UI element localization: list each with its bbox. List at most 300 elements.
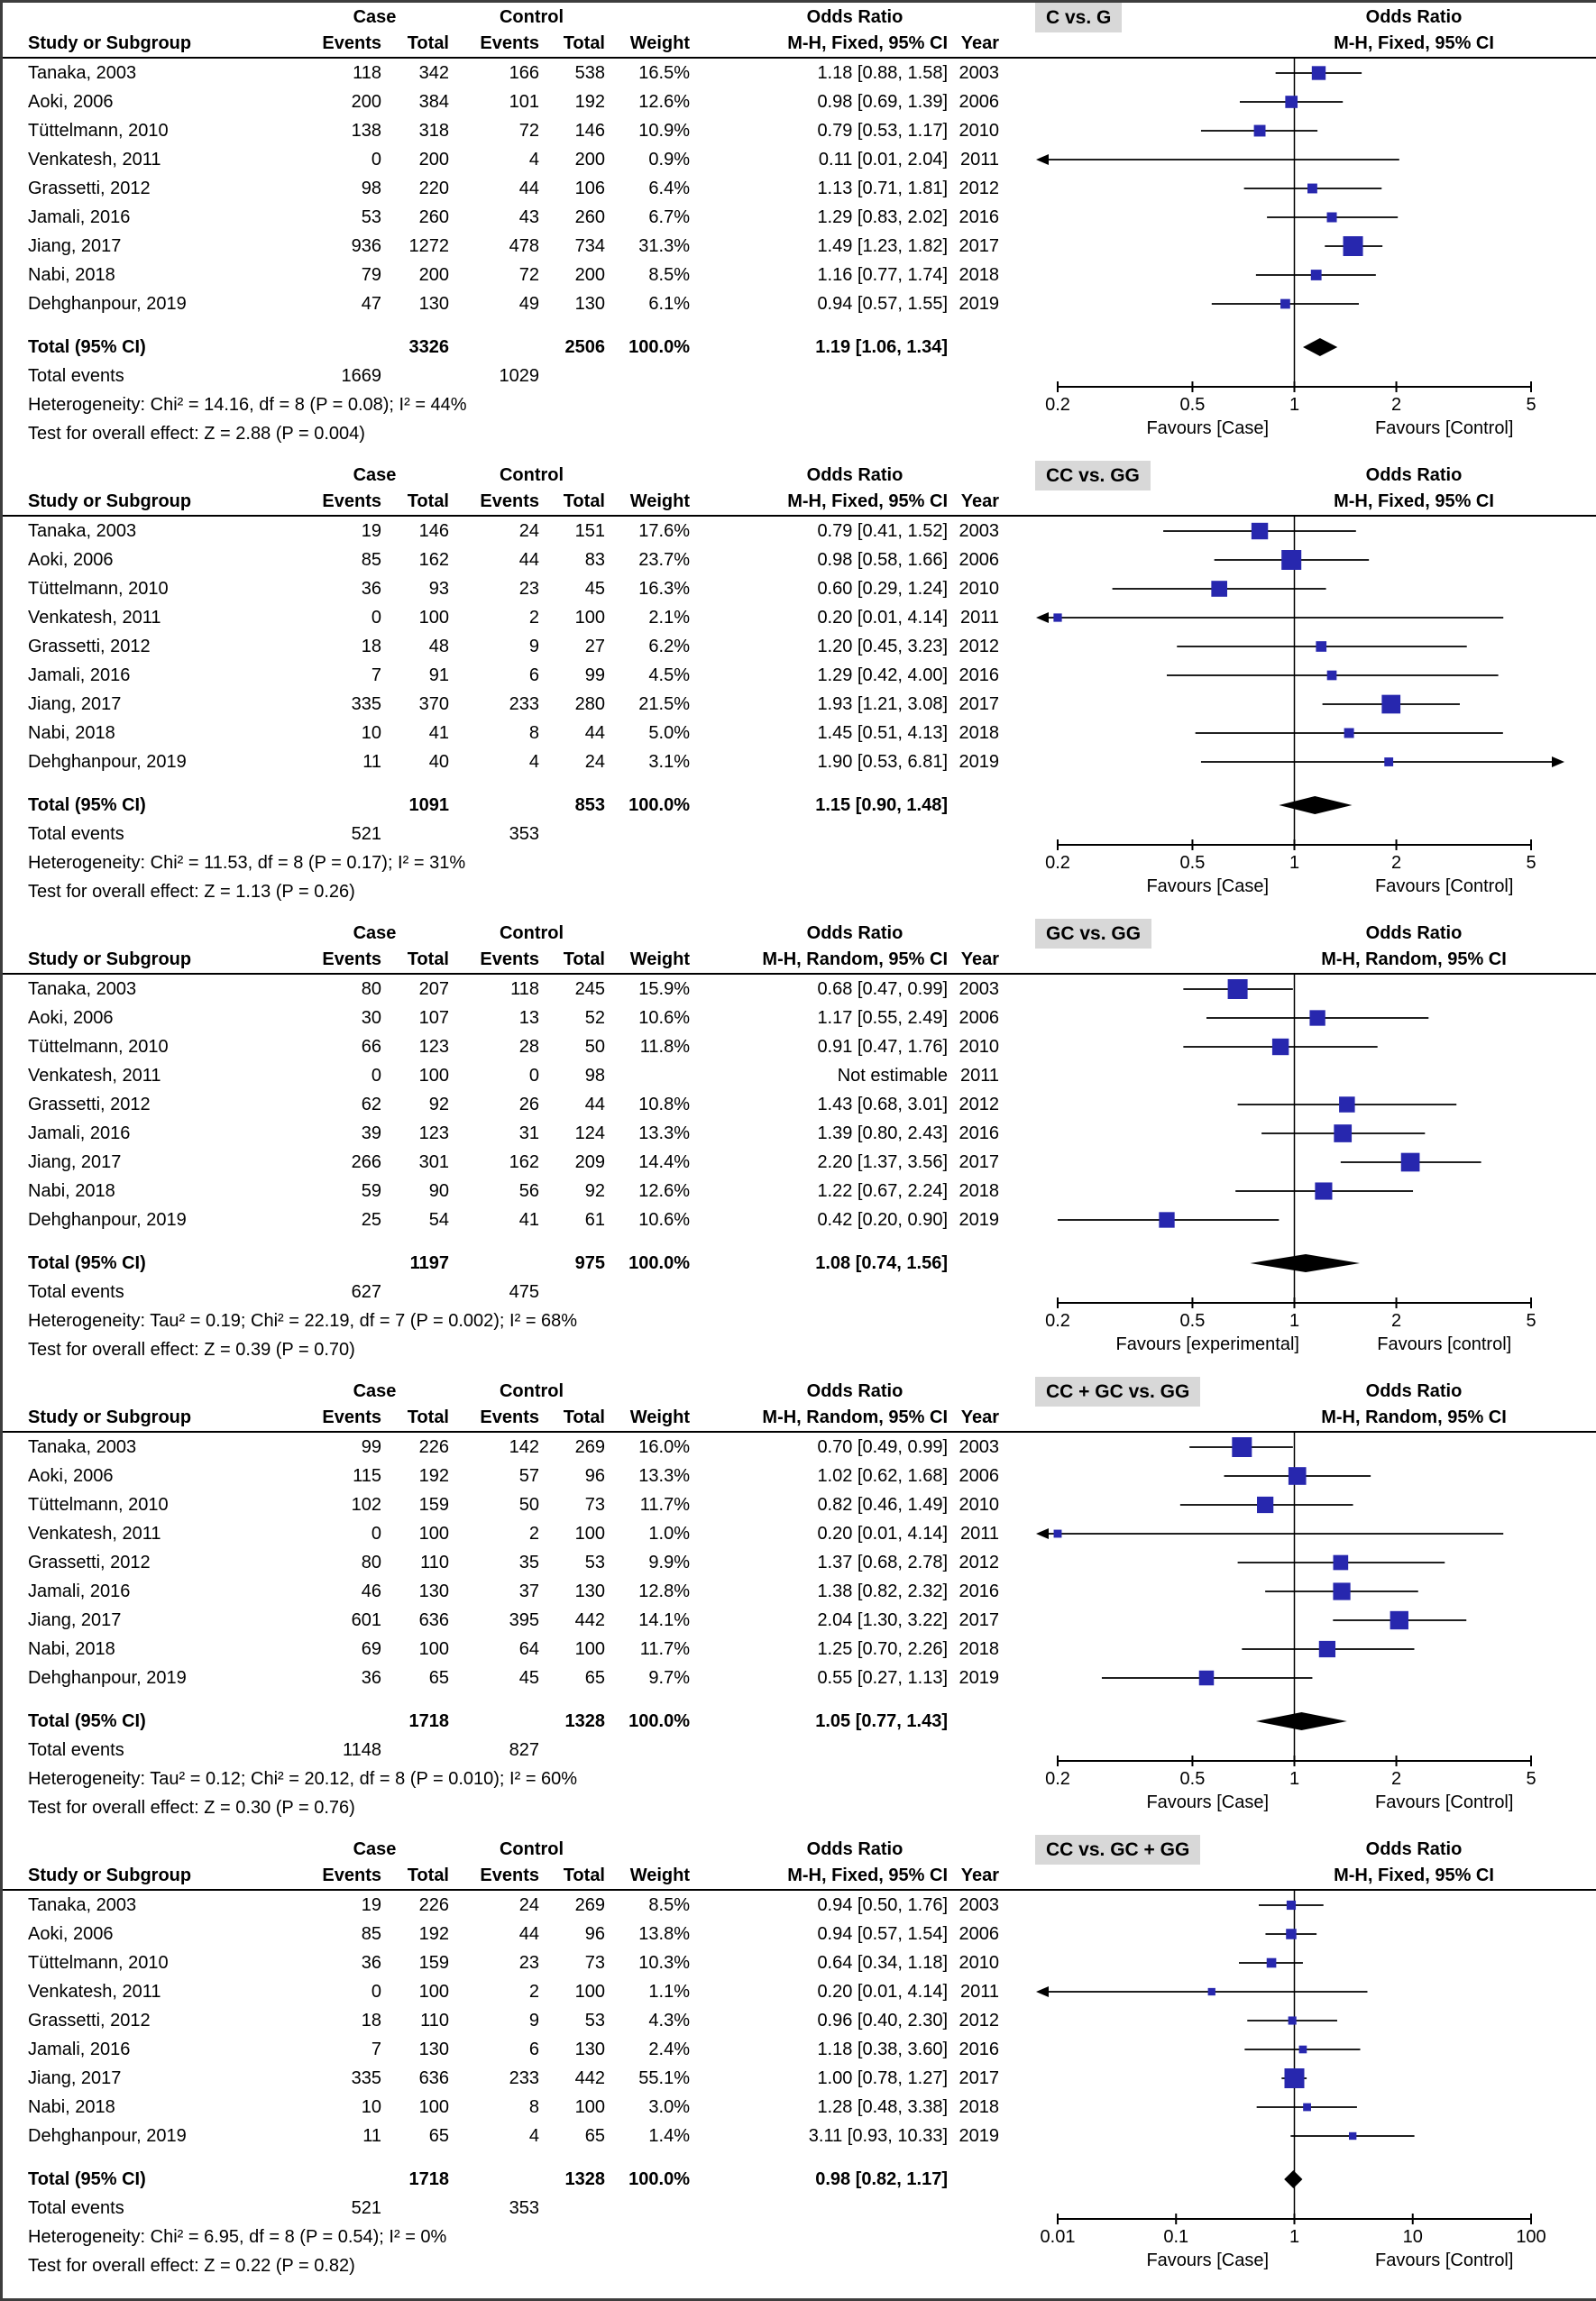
study-name: Dehghanpour, 2019 [28,1668,187,1688]
year-value: 2017 [959,694,999,714]
total-row [3,791,1031,820]
odds-ratio-ci-value: 0.20 [0.01, 4.14] [817,1982,948,2002]
weight-value: 55.1% [638,2068,690,2088]
year-value: 2017 [959,236,999,256]
favours-right-label: Favours [Control] [1375,418,1514,438]
weight-value: 16.3% [638,579,690,599]
weight-value: 12.8% [638,1581,690,1601]
weight-value: 8.5% [648,265,690,285]
study-row [3,574,1031,603]
overall-effect-text: Test for overall effect: Z = 2.88 (P = 0.004) [28,424,365,444]
odds-ratio-ci-value: 0.79 [0.41, 1.52] [817,521,948,541]
study-name: Tüttelmann, 2010 [28,579,169,599]
case-events-value: 80 [361,979,381,999]
favours-right-label: Favours [control] [1377,1334,1512,1354]
case-total-value: 192 [418,1924,449,1944]
year-value: 2006 [959,1466,999,1486]
case-events-value: 11 [362,2126,381,2146]
weight-value: 2.1% [648,608,690,628]
effect-square [1311,270,1322,280]
case-total-header: Total [407,491,449,511]
case-events-value: 39 [361,1123,381,1143]
total-events-case: 521 [351,2198,381,2218]
control-total-value: 130 [574,2040,605,2059]
total-events-row [3,1278,1031,1306]
control-total-value: 24 [584,752,605,772]
year-value: 2012 [959,1095,999,1114]
case-events-value: 80 [361,1553,381,1572]
odds-ratio-ci-value: 0.64 [0.34, 1.18] [817,1953,948,1973]
study-name: Tanaka, 2003 [28,979,137,999]
odds-ratio-ci-value: 0.11 [0.01, 2.04] [818,150,948,170]
weight-value: 1.4% [648,2126,690,2146]
odds-ratio-ci-value: 0.42 [0.20, 0.90] [817,1210,948,1230]
axis-tick-label: 10 [1402,2227,1423,2247]
case-total-value: 200 [418,265,449,285]
year-header: Year [960,949,999,969]
total-odds-ratio-ci: 1.19 [1.06, 1.34] [815,337,948,357]
heterogeneity-text: Heterogeneity: Chi² = 14.16, df = 8 (P = 0.08); I² = 44% [28,395,467,415]
control-total-value: 280 [574,694,605,714]
study-name: Tüttelmann, 2010 [28,121,169,141]
control-group-header: Control [499,1839,564,1859]
year-value: 2019 [959,2126,999,2146]
study-row [3,174,1031,203]
study-name: Aoki, 2006 [28,1466,114,1486]
control-events-value: 64 [518,1639,539,1659]
control-total-value: 65 [584,1668,605,1688]
odds-ratio-ci-value: 1.49 [1.23, 1.82] [817,236,948,256]
study-row [3,690,1031,719]
study-row [3,145,1031,174]
year-value: 2016 [959,207,999,227]
study-row [3,747,1031,776]
year-value: 2011 [959,1982,999,2002]
favours-right-label: Favours [Control] [1375,2251,1514,2270]
case-events-value: 7 [371,2040,381,2059]
odds-ratio-ci-value: 0.94 [0.50, 1.76] [817,1895,948,1915]
control-events-value: 44 [518,550,539,570]
case-events-value: 0 [371,608,381,628]
odds-ratio-ci-value: 0.94 [0.57, 1.55] [817,294,948,314]
total-weight: 100.0% [628,1253,690,1273]
study-name: Jiang, 2017 [28,694,122,714]
study-row [3,1664,1031,1692]
total-events-control: 353 [509,2198,539,2218]
weight-value: 4.3% [648,2011,690,2031]
year-value: 2010 [959,1037,999,1057]
effect-square [1281,550,1301,570]
case-events-value: 0 [371,1524,381,1544]
control-total-value: 245 [574,979,605,999]
forest-panel-4 [3,1377,1596,1835]
weight-value: 6.4% [648,179,690,198]
effect-square [1280,299,1290,309]
weight-value: 15.9% [638,979,690,999]
control-events-value: 26 [518,1095,539,1114]
control-group-header: Control [499,465,564,485]
study-name: Nabi, 2018 [28,723,115,743]
total-events-control: 353 [509,824,539,844]
weight-value: 11.8% [639,1037,690,1057]
odds-ratio-ci-value: 1.13 [0.71, 1.81] [817,179,948,198]
control-total-header: Total [563,491,605,511]
case-total-value: 100 [418,2097,449,2117]
case-total-value: 159 [418,1953,449,1973]
case-total-value: 100 [418,1066,449,1086]
control-events-header: Events [480,1407,539,1427]
year-value: 2018 [959,1181,999,1201]
study-name: Dehghanpour, 2019 [28,294,187,314]
study-column-header: Study or Subgroup [28,1866,192,1885]
control-events-value: 24 [518,1895,539,1915]
case-events-value: 36 [361,1953,381,1973]
odds-ratio-ci-value: 0.20 [0.01, 4.14] [817,1524,948,1544]
control-events-value: 6 [528,2040,539,2059]
year-value: 2011 [959,608,999,628]
comparison-label-box: C vs. G [1035,3,1122,32]
total-events-control: 827 [509,1740,539,1760]
case-total-value: 100 [418,1639,449,1659]
study-row [3,1462,1031,1490]
study-row [3,232,1031,261]
case-total-header: Total [407,949,449,969]
effect-square [1285,96,1298,108]
study-row [3,975,1031,1004]
weight-value: 0.9% [648,150,690,170]
study-name: Grassetti, 2012 [28,1095,151,1114]
axis-tick-label: 0.5 [1179,853,1206,873]
ci-arrow-left [1036,1528,1049,1539]
effect-square [1254,125,1266,137]
total-row [3,333,1031,362]
control-total-value: 442 [574,2068,605,2088]
control-total-value: 98 [584,1066,605,1086]
study-row [3,261,1031,289]
study-row [3,2035,1031,2064]
year-header: Year [960,491,999,511]
control-group-header: Control [499,923,564,943]
control-total-value: 100 [574,608,605,628]
case-total-value: 226 [418,1895,449,1915]
effect-square [1315,1182,1332,1199]
study-name: Nabi, 2018 [28,265,115,285]
control-total-value: 96 [584,1466,605,1486]
total-events-case: 1148 [342,1740,381,1760]
total-events-case: 521 [351,824,381,844]
weight-value: 11.7% [639,1495,690,1515]
study-name: Jiang, 2017 [28,1152,122,1172]
control-total-value: 99 [584,665,605,685]
effect-square [1267,1958,1277,1968]
effect-column-header: M-H, Random, 95% CI [762,1407,948,1427]
case-events-header: Events [322,33,381,53]
favours-right-label: Favours [Control] [1375,876,1514,896]
total-case-total: 1091 [408,795,449,815]
case-events-value: 200 [351,92,381,112]
case-total-value: 318 [418,121,449,141]
effect-plot-header: M-H, Fixed, 95% CI [1334,491,1494,511]
total-label: Total (95% CI) [28,1253,146,1273]
year-value: 2003 [959,979,999,999]
year-value: 2017 [959,2068,999,2088]
control-events-value: 44 [518,1924,539,1944]
control-events-value: 2 [528,608,539,628]
weight-value: 14.1% [638,1610,690,1630]
favours-left-label: Favours [Case] [1146,2251,1270,2270]
favours-left-label: Favours [Case] [1146,1792,1270,1812]
odds-ratio-ci-value: 0.96 [0.40, 2.30] [817,2011,948,2031]
odds-ratio-ci-value: 0.60 [0.29, 1.24] [817,579,948,599]
forest-panel-5 [3,1835,1596,2293]
control-total-value: 151 [574,521,605,541]
case-events-value: 10 [361,2097,381,2117]
axis-tick-label: 0.2 [1045,853,1070,873]
control-events-value: 6 [528,665,539,685]
study-row [3,1061,1031,1090]
case-total-value: 65 [428,2126,449,2146]
study-row [3,1206,1031,1234]
study-name: Aoki, 2006 [28,1008,114,1028]
study-row [3,1004,1031,1032]
control-total-value: 130 [574,294,605,314]
case-total-value: 65 [428,1668,449,1688]
control-total-value: 124 [574,1123,605,1143]
case-group-header: Case [353,7,397,27]
study-name: Venkatesh, 2011 [28,608,161,628]
heterogeneity-row [3,390,1031,419]
year-value: 2018 [959,265,999,285]
forest-panel-2 [3,461,1596,919]
ci-arrow-left [1036,1986,1049,1997]
control-total-header: Total [563,1407,605,1427]
study-name: Tüttelmann, 2010 [28,1953,169,1973]
case-total-value: 100 [418,1982,449,2002]
control-events-value: 2 [528,1982,539,2002]
overall-effect-text: Test for overall effect: Z = 0.30 (P = 0.76) [28,1798,355,1818]
study-column-header: Study or Subgroup [28,33,192,53]
control-total-value: 92 [584,1181,605,1201]
comparison-label-box: CC + GC vs. GG [1035,1377,1200,1407]
weight-value: 5.0% [648,723,690,743]
odds-ratio-ci-value: 1.22 [0.67, 2.24] [817,1181,948,1201]
odds-ratio-ci-value: 0.94 [0.57, 1.54] [817,1924,948,1944]
year-value: 2010 [959,121,999,141]
weight-value: 16.5% [638,63,690,83]
case-events-value: 59 [361,1181,381,1201]
study-row [3,1177,1031,1206]
odds-ratio-ci-value: 1.39 [0.80, 2.43] [817,1123,948,1143]
case-events-value: 99 [361,1437,381,1457]
control-total-header: Total [563,949,605,969]
control-total-value: 130 [574,1581,605,1601]
overall-effect-row [3,419,1031,448]
total-label: Total (95% CI) [28,795,146,815]
heterogeneity-text: Heterogeneity: Chi² = 11.53, df = 8 (P = 0.17); I² = 31% [28,853,466,873]
control-events-value: 23 [518,579,539,599]
case-events-value: 601 [351,1610,381,1630]
case-total-value: 636 [418,1610,449,1630]
case-events-header: Events [322,491,381,511]
case-total-value: 123 [418,1123,449,1143]
control-total-value: 100 [574,2097,605,2117]
weight-value: 10.3% [638,1953,690,1973]
total-events-control: 1029 [499,366,539,386]
year-value: 2012 [959,1553,999,1572]
total-diamond [1250,1254,1360,1272]
ci-arrow-left [1036,154,1049,165]
effect-square [1309,1010,1325,1025]
control-total-value: 100 [574,1639,605,1659]
case-events-header: Events [322,1407,381,1427]
study-name: Venkatesh, 2011 [28,1524,161,1544]
control-total-value: 200 [574,150,605,170]
overall-effect-text: Test for overall effect: Z = 0.39 (P = 0.70) [28,1340,355,1360]
total-control-total: 2506 [564,337,605,357]
effect-square [1334,1555,1349,1571]
axis-tick-label: 0.5 [1179,1769,1206,1789]
control-total-value: 192 [574,92,605,112]
case-total-value: 130 [418,2040,449,2059]
effect-square [1349,2132,1356,2140]
total-weight: 100.0% [628,795,690,815]
odds-ratio-plot-header: Odds Ratio [1365,465,1463,485]
control-events-value: 166 [509,63,539,83]
control-total-value: 83 [584,550,605,570]
odds-ratio-ci-value: 2.20 [1.37, 3.56] [817,1152,948,1172]
odds-ratio-ci-value: 1.00 [0.78, 1.27] [817,2068,948,2088]
effect-plot-header: M-H, Fixed, 95% CI [1334,1866,1494,1885]
study-name: Dehghanpour, 2019 [28,2126,187,2146]
effect-square [1384,757,1393,766]
effect-square [1289,1467,1307,1485]
total-events-label: Total events [28,1282,124,1302]
study-row [3,1032,1031,1061]
study-name: Jiang, 2017 [28,1610,122,1630]
comparison-label-box: CC vs. GG [1035,461,1151,490]
case-events-value: 19 [361,521,381,541]
case-total-header: Total [407,1866,449,1885]
total-control-total: 853 [574,795,605,815]
case-total-value: 91 [428,665,449,685]
control-total-value: 52 [584,1008,605,1028]
case-events-value: 102 [351,1495,381,1515]
forest-plot-graph [1031,3,1593,461]
weight-value: 16.0% [638,1437,690,1457]
control-total-value: 538 [574,63,605,83]
year-value: 2012 [959,637,999,656]
odds-ratio-column-header: Odds Ratio [806,923,903,943]
effect-square [1333,1582,1350,1600]
control-events-value: 41 [518,1210,539,1230]
study-name: Grassetti, 2012 [28,1553,151,1572]
study-name: Jiang, 2017 [28,2068,122,2088]
weight-value: 6.2% [648,637,690,656]
case-total-value: 159 [418,1495,449,1515]
case-total-value: 100 [418,608,449,628]
study-name: Grassetti, 2012 [28,637,151,656]
case-total-value: 1272 [408,236,449,256]
study-name: Aoki, 2006 [28,92,114,112]
control-total-value: 44 [584,1095,605,1114]
study-row [3,545,1031,574]
study-row [3,1606,1031,1635]
year-value: 2018 [959,2097,999,2117]
case-events-value: 36 [361,579,381,599]
control-events-header: Events [480,491,539,511]
effect-square [1339,1096,1355,1113]
overall-effect-text: Test for overall effect: Z = 0.22 (P = 0.82) [28,2256,355,2276]
case-events-value: 85 [361,550,381,570]
weight-value: 6.1% [648,294,690,314]
case-total-value: 48 [428,637,449,656]
study-name: Jamali, 2016 [28,665,131,685]
overall-effect-text: Test for overall effect: Z = 1.13 (P = 0.26) [28,882,355,902]
year-value: 2003 [959,521,999,541]
weight-value: 8.5% [648,1895,690,1915]
weight-header: Weight [629,33,690,53]
axis-tick-label: 5 [1526,395,1536,415]
axis-tick-label: 2 [1390,853,1402,873]
control-events-value: 162 [509,1152,539,1172]
odds-ratio-ci-value: Not estimable [837,1066,948,1086]
year-value: 2016 [959,2040,999,2059]
study-name: Tüttelmann, 2010 [28,1495,169,1515]
forest-panel-3 [3,919,1596,1377]
study-row [3,2006,1031,2035]
study-row [3,2122,1031,2150]
case-events-value: 19 [361,1895,381,1915]
weight-value: 3.0% [648,2097,690,2117]
axis-tick-label: 0.01 [1040,2227,1076,2247]
odds-ratio-column-header: Odds Ratio [806,1839,903,1859]
study-name: Jamali, 2016 [28,2040,131,2059]
year-value: 2003 [959,1895,999,1915]
total-events-case: 1669 [341,366,381,386]
study-name: Dehghanpour, 2019 [28,752,187,772]
weight-value: 10.8% [638,1095,690,1114]
year-value: 2019 [959,294,999,314]
case-total-value: 123 [418,1037,449,1057]
case-total-value: 162 [418,550,449,570]
case-events-value: 0 [371,1982,381,2002]
case-events-value: 79 [361,265,381,285]
weight-value: 12.6% [638,1181,690,1201]
odds-ratio-ci-value: 1.28 [0.48, 3.38] [817,2097,948,2117]
effect-square [1390,1611,1408,1629]
year-value: 2012 [959,179,999,198]
total-case-total: 1197 [409,1253,449,1273]
total-events-control: 475 [509,1282,539,1302]
total-row [3,2165,1031,2194]
odds-ratio-ci-value: 1.90 [0.53, 6.81] [817,752,948,772]
study-row [3,1148,1031,1177]
axis-tick-label: 1 [1289,395,1300,415]
year-value: 2003 [959,1437,999,1457]
weight-value: 17.6% [638,521,690,541]
total-diamond [1256,1712,1347,1730]
year-value: 2016 [959,1123,999,1143]
study-name: Tanaka, 2003 [28,1895,137,1915]
effect-square [1319,1641,1335,1657]
control-events-value: 56 [518,1181,539,1201]
control-events-value: 4 [528,2126,539,2146]
odds-ratio-ci-value: 0.55 [0.27, 1.13] [817,1668,948,1688]
control-total-value: 53 [584,1553,605,1572]
study-name: Grassetti, 2012 [28,2011,151,2031]
weight-value: 14.4% [638,1152,690,1172]
control-total-value: 260 [574,207,605,227]
